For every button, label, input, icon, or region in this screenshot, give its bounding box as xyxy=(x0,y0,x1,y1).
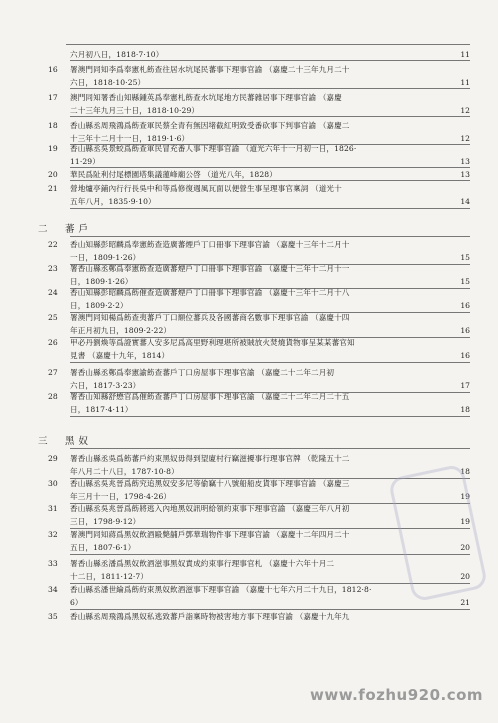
entry-number: 24 xyxy=(48,288,58,297)
page-number: 18 xyxy=(460,467,470,476)
divider xyxy=(70,236,470,237)
entry-text-cont: 二十三年九月三十日，1818·10·29） xyxy=(70,106,200,115)
page-number: 19 xyxy=(460,492,470,501)
entry-text: 署香山縣丞鄭爲奉憲飭查造廣蕃煙戶丁口冊事下理事官諭 （嘉慶十三年十二月十一 xyxy=(70,264,350,273)
entry-number: 20 xyxy=(48,170,58,179)
page-number: 12 xyxy=(460,134,470,143)
entry-text-cont: 年正月初九日，1809·2·22） xyxy=(70,326,172,335)
entry-text: 香山知縣彭昭麟爲飭催查造廣蕃煙戶丁口冊事下理事官諭 （嘉慶十三年十二月十八 xyxy=(70,288,350,297)
site-watermark: www.fozhu920.com xyxy=(310,686,484,704)
page-number: 15 xyxy=(460,253,470,262)
page-number: 14 xyxy=(460,197,470,206)
entry-text-cont: 年三月十一日，1798·4·26） xyxy=(70,492,172,501)
entry-text-cont: 十二日，1811·12·7） xyxy=(70,572,149,581)
entry-text-cont: 日，1817·4·11） xyxy=(70,405,133,414)
entry-number: 17 xyxy=(48,93,58,102)
page-number: 19 xyxy=(460,517,470,526)
page-number: 20 xyxy=(460,543,470,552)
page-number: 13 xyxy=(460,170,470,179)
entry-number: 27 xyxy=(48,368,58,377)
page-number: 16 xyxy=(460,351,470,360)
entry-text: 華民爲阯利付尾標園塔集議蓮峰廟公啓 （道光八年，1828） xyxy=(70,170,277,179)
entry-text: 署香山縣丞潘爲黑奴飲酒滋事黑奴責成約束事行理事官札 （嘉慶十六年十月二 xyxy=(70,559,335,568)
entry-text: 六月初八日，1818·7·10） xyxy=(70,50,164,59)
entry-text: 署澳門同知蔣爲黑奴飲酒毆斃舖戶鄧華瑞物件事下理事官諭 （嘉慶十二年四月二十 xyxy=(70,530,350,539)
entry-number: 29 xyxy=(48,454,58,463)
entry-text-cont: 五日，1807·6·1） xyxy=(70,543,136,552)
entry-text: 澳門同知署香山知縣鍾英爲奉憲札飭查水坑尾地方民蕃雜居事下理事官諭 （嘉慶 xyxy=(70,93,342,102)
page-number: 16 xyxy=(460,326,470,335)
entry-text: 香山知縣彭昭麟爲奉憲飭查造廣蕃煙戶丁口冊事下理事官諭 （嘉慶十三年十二月十 xyxy=(70,240,350,249)
entry-number: 16 xyxy=(48,65,58,74)
entry-number: 31 xyxy=(48,504,58,513)
section-heading-black-slaves: 三 黑奴 xyxy=(38,436,93,447)
page-number: 16 xyxy=(460,301,470,310)
section-heading-households: 二 蕃戶 xyxy=(38,224,93,235)
entry-text: 署澳門同知李爲奉憲札飭查往居水坑尾民蕃事下理事官諭 （嘉慶二十三年九月二十 xyxy=(70,65,350,74)
page-number: 15 xyxy=(460,277,470,286)
entry-number: 35 xyxy=(48,612,58,621)
entry-text: 香山縣丞周飛鴻爲飭查軍民蔡全青有無因堵截紅明致受番砍事下判事官諭 （嘉慶二 xyxy=(70,121,350,130)
divider xyxy=(70,180,470,181)
divider xyxy=(70,60,470,61)
entry-text: 署香山縣丞吳爲飭蕃戶約束黑奴毋得到望廈村行竊滋擾事行理事官牌 （乾隆五十二 xyxy=(70,454,350,463)
divider xyxy=(70,208,470,209)
divider xyxy=(70,88,470,89)
entry-number: 32 xyxy=(48,530,58,539)
page-number: 11 xyxy=(460,50,470,59)
entry-number: 23 xyxy=(48,264,58,273)
entry-text-cont: 六日，1817·3·23） xyxy=(70,381,141,390)
entry-number: 22 xyxy=(48,240,58,249)
entry-text-cont: 見書 （嘉慶十九年，1814） xyxy=(70,351,170,360)
entry-text-cont: 一日，1809·1·26） xyxy=(70,253,141,262)
entry-number: 21 xyxy=(48,184,58,193)
page-number: 12 xyxy=(460,106,470,115)
entry-number: 28 xyxy=(48,392,58,401)
page-number: 11 xyxy=(460,78,470,87)
entry-text-cont: 日，1809·1·26） xyxy=(70,277,133,286)
entry-text: 香山縣丞吳景蛟爲飭查軍民冒充番人事下理事官諭 （道光六年十一月初一日，1826· xyxy=(70,144,357,153)
entry-text-cont: 十三年十二月十一日，1819·1·6） xyxy=(70,134,190,143)
entry-text: 香山縣丞潘世綸爲飭約束黑奴飲酒滋事下理事官諭 （嘉慶十七年六月二十九日，1812·8· xyxy=(70,585,372,594)
entry-text: 香山縣丞吳兆晉爲飭究追黑奴安多尼等偷竊十八號船船皮貨事下理事官諭 （嘉慶三 xyxy=(70,479,350,488)
entry-number: 30 xyxy=(48,479,58,488)
entry-text-cont: 三日，1798·9·12） xyxy=(70,517,141,526)
entry-text: 署香山知縣舒懋官爲催飭查蕃戶丁口房屋事下理事官諭 （嘉慶二十二年二月二十五 xyxy=(70,392,350,401)
entry-number: 34 xyxy=(48,585,58,594)
divider xyxy=(70,362,470,363)
entry-number: 18 xyxy=(48,121,58,130)
divider xyxy=(70,116,470,117)
page-number: 20 xyxy=(460,572,470,581)
entry-text: 香山縣丞吳兆晉爲飭將逃入內地黑奴訊明給領約束事下理事官諭 （嘉慶三年八月初 xyxy=(70,504,350,513)
entry-text: 甲必丹劉煥等爲證實蕃人安多尼爲高里野利理堪所被賊放火焚燒貨物事呈某某蕃官知 xyxy=(70,338,355,347)
entry-text-cont: 六日，1818·10·25） xyxy=(70,78,146,87)
top-rule xyxy=(66,44,470,45)
divider xyxy=(70,448,470,449)
divider xyxy=(70,416,470,417)
entry-text-cont: 年八月二十八日，1787·10·8） xyxy=(70,467,179,476)
page-number: 13 xyxy=(460,157,470,166)
entry-text: 署香山縣丞鄭爲奉憲諭飭查蕃戶丁口房屋事下理事官諭 （嘉慶二十二年二月初 xyxy=(70,368,335,377)
entry-text: 署澳門同知楊爲飭查夷蕃戶丁口額位蕃兵及各國蕃商名數事下理事官諭 （嘉慶十四 xyxy=(70,313,350,322)
entry-text-cont: 五年八月，1835·9·10） xyxy=(70,197,156,206)
entry-text: 營地爐亭鋪內行行長吳中和等爲修復週風瓦面以便營生事呈理事官稟詞 （道光十 xyxy=(70,184,342,193)
entry-text: 香山縣丞周飛鴻爲黑奴私逃致蕃戶詣稟時物被害地方事下理事官諭 （嘉慶十九年九 xyxy=(70,612,350,621)
entry-text-cont: 6） xyxy=(70,598,83,607)
page-number: 18 xyxy=(460,405,470,414)
page-number: 21 xyxy=(460,598,470,607)
entry-text-cont: 日，1809·2·2） xyxy=(70,301,128,310)
entry-number: 33 xyxy=(48,559,58,568)
page-number: 17 xyxy=(460,381,470,390)
entry-number: 25 xyxy=(48,313,58,322)
entry-number: 19 xyxy=(48,144,58,153)
entry-text-cont: 11·29） xyxy=(70,157,100,166)
entry-number: 26 xyxy=(48,338,58,347)
